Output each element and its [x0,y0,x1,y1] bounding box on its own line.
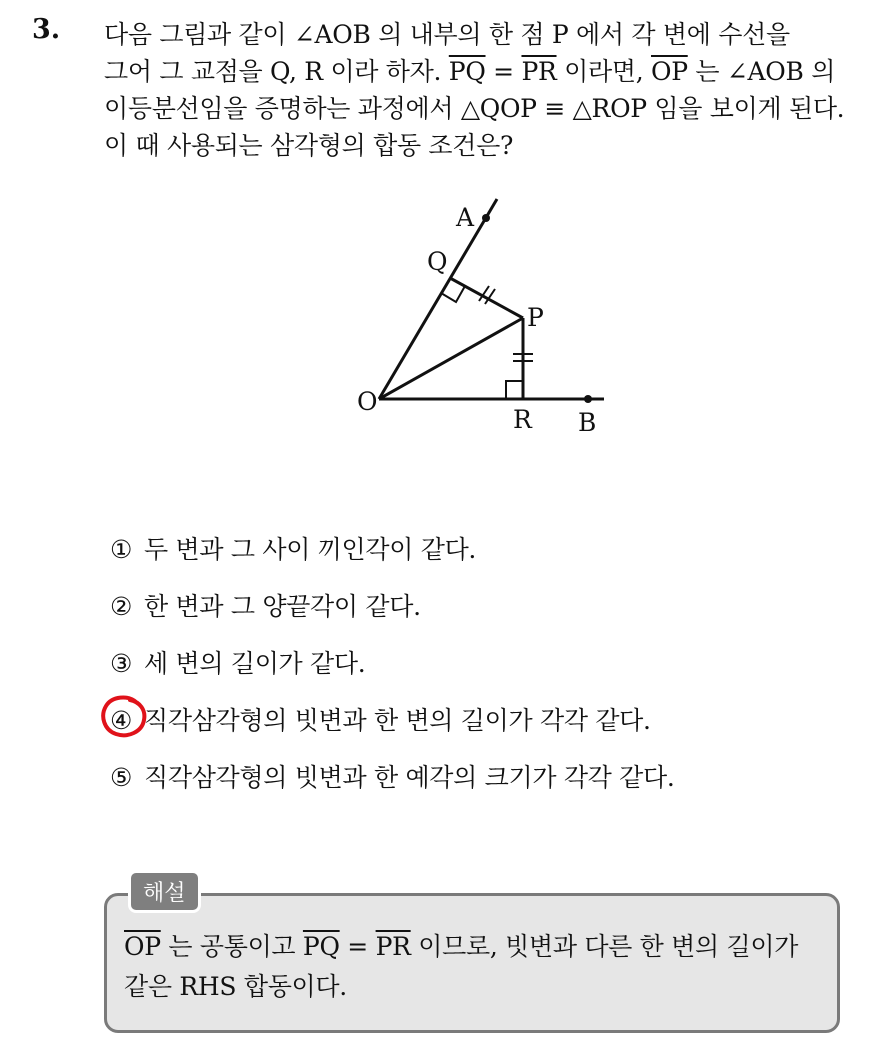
choice-4-number: ④ [110,706,133,735]
choice-1-text: 두 변과 그 사이 끼인각이 같다. [144,535,477,564]
segment-qp-line [450,278,523,318]
choice-3-text: 세 변의 길이가 같다. [144,649,366,678]
choice-4[interactable] [110,701,651,737]
question-line-1: 다음 그림과 같이 ∠AOB 의 내부의 한 점 P 에서 각 변에 수선을 [104,20,790,49]
explanation-segment-op: $\overline{OP}$ [124,932,161,961]
choice-2-text: 한 변과 그 양끝각이 같다. [144,592,421,621]
choice-1-number: ① [110,535,133,564]
segment-pq: $\overline{PQ}$ [448,57,486,86]
question-text [104,16,874,164]
point-a-dot [482,214,490,222]
explanation-segment-pr: $\overline{PR}$ [375,932,411,961]
segment-pr: $\overline{PR}$ [521,57,557,86]
label-a: A [456,203,475,232]
choice-4-text: 직각삼각형의 빗변과 한 변의 길이가 각각 같다. [144,706,651,735]
explanation-line-1: $\overline{OP}$ 는 공통이고 $\overline{PQ} = \overline{PR}$ 이므로, 빗변과 다른 한 변의 길이가 [124,932,799,961]
segment-op: $\overline{OP}$ [651,57,688,86]
choice-2-number: ② [110,592,133,621]
choice-5[interactable] [110,758,675,794]
label-b: B [578,408,597,437]
label-p: P [527,303,544,332]
choice-1[interactable] [110,530,476,566]
point-b-dot [584,395,592,403]
choice-3[interactable] [110,644,365,680]
question-number: 3. [32,14,61,45]
label-o: O [357,387,378,416]
question-line-2: 그어 그 교점을 Q, R 이라 하자. $\overline{PQ} = \overline{PR}$ 이라면, $\overline{OP}$ 는 ∠AOB 의 [104,57,836,86]
explanation-text [124,927,834,1007]
explanation-tag: 해설 [128,870,201,913]
choice-2[interactable] [110,587,421,623]
question-line-4: 이 때 사용되는 삼각형의 합동 조건은? [104,131,514,160]
right-angle-r-mark [506,381,523,399]
choice-5-number: ⑤ [110,763,133,792]
explanation-segment-pq: $\overline{PQ}$ [302,932,340,961]
label-r: R [513,405,532,434]
geometry-figure [340,190,630,450]
answer-mark-circle [100,694,150,740]
explanation-line-2: 같은 RHS 합동이다. [124,972,347,1001]
segment-op-line [379,318,523,399]
choice-5-text: 직각삼각형의 빗변과 한 예각의 크기가 각각 같다. [144,763,675,792]
choice-3-number: ③ [110,649,133,678]
label-q: Q [427,247,448,276]
question-line-3: 이등분선임을 증명하는 과정에서 △QOP ≡ △ROP 임을 보이게 된다. [104,94,845,123]
